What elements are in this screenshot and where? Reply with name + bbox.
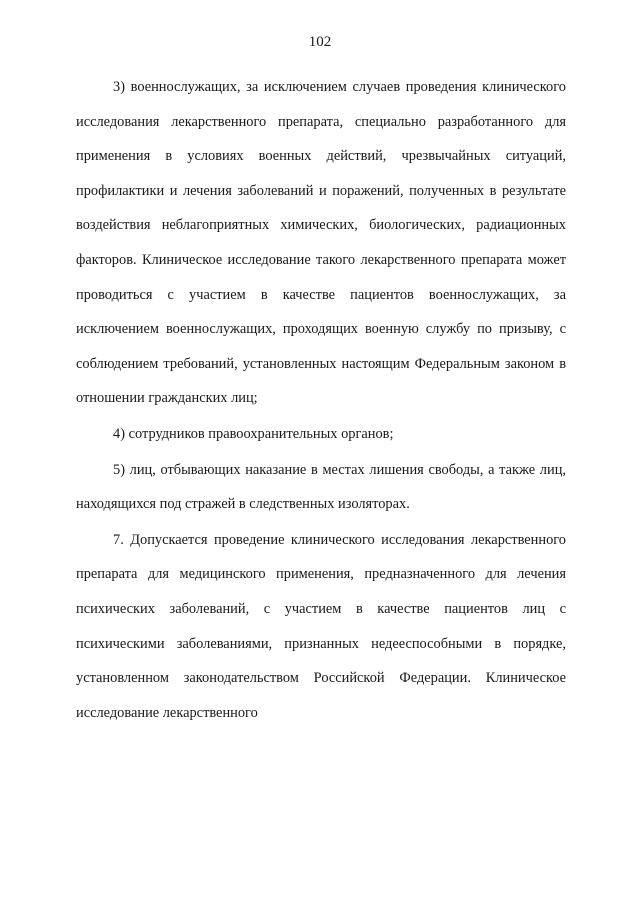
paragraph-item-3: 3) военнослужащих, за исключением случаев проведения клинического исследования лекарственного препарата, специально разработанного для применения в условиях военных действий, чрезвычайных ситуаций, профилактики и лечения заболеваний и поражений, полученных в результате воздействия неблагоприятных химических, биологических, радиационных факторов. Клиническое исследование такого лекарственного препарата может проводиться с участием в качестве пациентов военнослужащих, за исключением военнослужащих, проходящих военную службу по призыву, с соблюдением требований, установленных настоящим Федеральным законом в отношении гражданских лиц; — [76, 79, 566, 407]
paragraph-item-5: 5) лиц, отбывающих наказание в местах лишения свободы, а также лиц, находящихся под стражей в следственных изоляторах. — [76, 461, 566, 513]
page-number: 102 — [308, 34, 332, 50]
paragraph-item-4: 4) сотрудников правоохранительных органов; — [113, 425, 394, 442]
document-body — [76, 70, 566, 730]
paragraph-clause-7: 7. Допускается проведение клинического исследования лекарственного препарата для медицинского применения, предназначенного для лечения психических заболеваний, с участием в качестве пациентов лиц с психическими заболеваниями, признанных недееспособными в порядке, установленном законодательством Российской Федерации. Клиническое исследование лекарственного — [76, 531, 566, 721]
